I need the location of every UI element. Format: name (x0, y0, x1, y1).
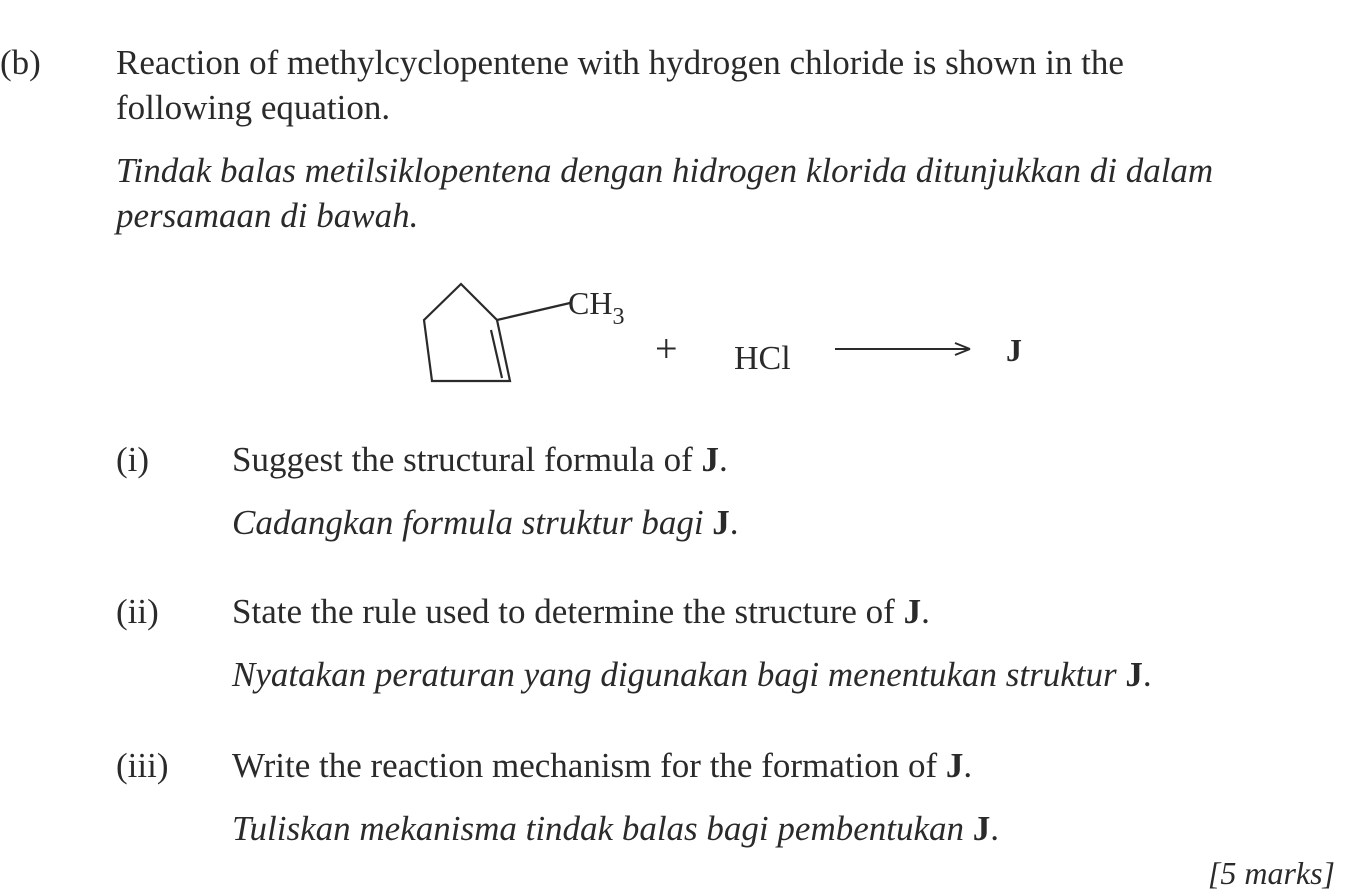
intro-english-line-2: following equation. (116, 88, 391, 127)
product-j: J (1006, 332, 1022, 368)
reaction-arrow (835, 343, 970, 355)
question-iii-english: Write the reaction mechanism for the formation of J. (232, 746, 973, 785)
reagent-hcl: HCl (734, 340, 791, 377)
question-i-label: (i) (116, 440, 150, 479)
intro-malay-line-2: persamaan di bawah. (116, 196, 419, 235)
question-ii-label: (ii) (116, 592, 159, 631)
question-iii-malay: Tuliskan mekanisma tindak balas bagi pembentukan J. (232, 809, 1000, 848)
question-i-malay: Cadangkan formula struktur bagi J. (232, 503, 739, 542)
question-ii-malay: Nyatakan peraturan yang digunakan bagi menentukan struktur J. (232, 655, 1152, 694)
methylcyclopentene-structure (424, 284, 570, 381)
question-iii-label: (iii) (116, 746, 169, 785)
methyl-group-label: $CH_3$ (568, 285, 625, 330)
intro-english-line-1: Reaction of methylcyclopentene with hydrogen chloride is shown in the (116, 43, 1124, 82)
marks-allocation: [5 marks] (1207, 855, 1335, 891)
plus-sign: + (655, 326, 678, 371)
intro-malay-line-1: Tindak balas metilsiklopentena dengan hidrogen klorida ditunjukkan di dalam (116, 151, 1214, 190)
question-i-english: Suggest the structural formula of J. (232, 440, 728, 479)
part-label: (b) (0, 43, 41, 82)
question-ii-english: State the rule used to determine the structure of J. (232, 592, 930, 631)
